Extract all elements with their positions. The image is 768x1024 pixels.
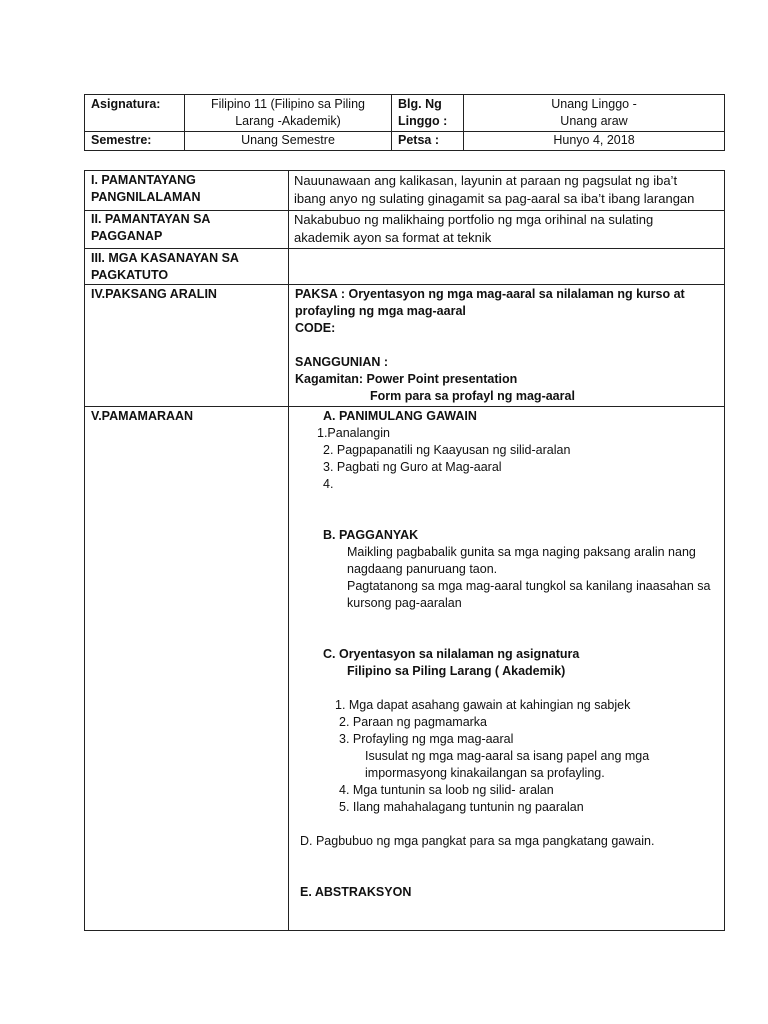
section-c-heading: C. Oryentasyon sa nilalaman ng asignatura — [323, 647, 580, 661]
asignatura-value: Filipino 11 (Filipino sa Piling Larang -Akademik) — [185, 95, 392, 132]
section-c-subheading: Filipino sa Piling Larang ( Akademik) — [347, 664, 566, 678]
section-d: D. Pagbubuo ng mga pangkat para sa mga pangkatang gawain. — [300, 834, 655, 848]
list-item: 1. Mga dapat asahang gawain at kahingian ng sabjek — [335, 698, 631, 712]
lesson-plan-table — [84, 170, 725, 931]
section-b-heading: B. PAGGANYAK — [323, 528, 419, 542]
row-label: V.PAMAMARAAN — [85, 407, 289, 931]
semestre-label: Semestre: — [85, 132, 185, 151]
row-mga-kasanayan — [85, 249, 725, 285]
linggo-value: Unang Linggo - Unang araw — [464, 95, 725, 132]
paragraph: Pagtatanong sa mga mag-aaral tungkol sa kanilang inaasahan sa — [347, 579, 711, 593]
blg-linggo-label: Blg. Ng Linggo : — [392, 95, 464, 132]
petsa-value: Hunyo 4, 2018 — [464, 132, 725, 151]
paragraph: Maikling pagbabalik gunita sa mga naging paksang aralin nang — [347, 545, 696, 559]
row-content: Nauunawaan ang kalikasan, layunin at paraan ng pagsulat ng iba’t ibang anyo ng sulating ginagamit sa pag-aaral sa iba’t ibang larangan — [289, 171, 725, 211]
semestre-value: Unang Semestre — [185, 132, 392, 151]
row-content-empty — [289, 249, 725, 285]
sanggunian: SANGGUNIAN : — [295, 355, 389, 369]
row-label: IV.PAKSANG ARALIN — [85, 285, 289, 407]
header-table — [84, 94, 725, 151]
section-e-heading: E. ABSTRAKSYON — [300, 885, 412, 899]
row-content: PAKSA : Oryentasyon ng mga mag-aaral sa nilalaman ng kurso at profayling ng mga mag-aaral CODE: SANGGUNIAN : Kagamitan: Power Point presentation Form para sa profayl ng mag-aaral — [289, 285, 725, 407]
row-label: II. PAMANTAYAN SA PAGGANAP — [85, 211, 289, 249]
list-item: 2. Paraan ng pagmamarka — [339, 715, 488, 729]
row-pamamaraan — [85, 407, 725, 931]
code: CODE: — [295, 321, 336, 335]
list-item: 4. Mga tuntunin sa loob ng silid- aralan — [339, 783, 554, 797]
row-label: III. MGA KASANAYAN SA PAGKATUTO — [85, 249, 289, 285]
list-item: 4. — [323, 477, 334, 491]
row-content: A. PANIMULANG GAWAIN 1.Panalangin 2. Pagpapanatili ng Kaayusan ng silid-aralan 3. Pagbati ng Guro at Mag-aaral 4. B. PAGGANYAK Maikling pagbabalik gunita sa mga naging paksang aralin nang nagdaang panuruang taon. Pagtatanong sa mga mag-aaral tungkol sa kanilang inaasahan sa kursong pag-aaralan C. Oryentasyon sa nilalaman ng asignatura Filipino sa Piling Larang ( Akademik) 1. Mga dapat asahang gawain at kahingian ng sabjek 2. Paraan ng pagmamarka 3. Profayling ng mga mag-aaral Isusulat ng mga mag-aaral sa isang papel ang mga impormasyong kinakailangan sa profayling. 4. Mga tuntunin sa loob ng silid- aralan 5. Ilang mahahalagang tuntunin ng paaralan D. Pagbubuo ng mga pangkat para sa mga pangkatang gawain. E. ABSTRAKSYON — [289, 407, 725, 931]
paksa: PAKSA : Oryentasyon ng mga mag-aaral sa nilalaman ng kurso at — [295, 287, 685, 301]
row-pamantayang-pangnilalaman — [85, 171, 725, 211]
row-paksang-aralin — [85, 285, 725, 407]
row-pamantayan-sa-pagganap — [85, 211, 725, 249]
row-content: Nakabubuo ng malikhaing portfolio ng mga orihinal na sulating akademik ayon sa format at teknik — [289, 211, 725, 249]
form: Form para sa profayl ng mag-aaral — [370, 389, 575, 403]
row-label: I. PAMANTAYANG PANGNILALAMAN — [85, 171, 289, 211]
petsa-label: Petsa : — [392, 132, 464, 151]
kagamitan: Kagamitan: Power Point presentation — [295, 372, 518, 386]
list-item: 3. Profayling ng mga mag-aaral — [339, 732, 514, 746]
list-item: 3. Pagbati ng Guro at Mag-aaral — [323, 460, 502, 474]
asignatura-label: Asignatura: — [85, 95, 185, 132]
list-item: 1.Panalangin — [317, 426, 390, 440]
list-item: 2. Pagpapanatili ng Kaayusan ng silid-aralan — [323, 443, 571, 457]
list-item: 5. Ilang mahahalagang tuntunin ng paaralan — [339, 800, 584, 814]
section-a-heading: A. PANIMULANG GAWAIN — [323, 409, 477, 423]
